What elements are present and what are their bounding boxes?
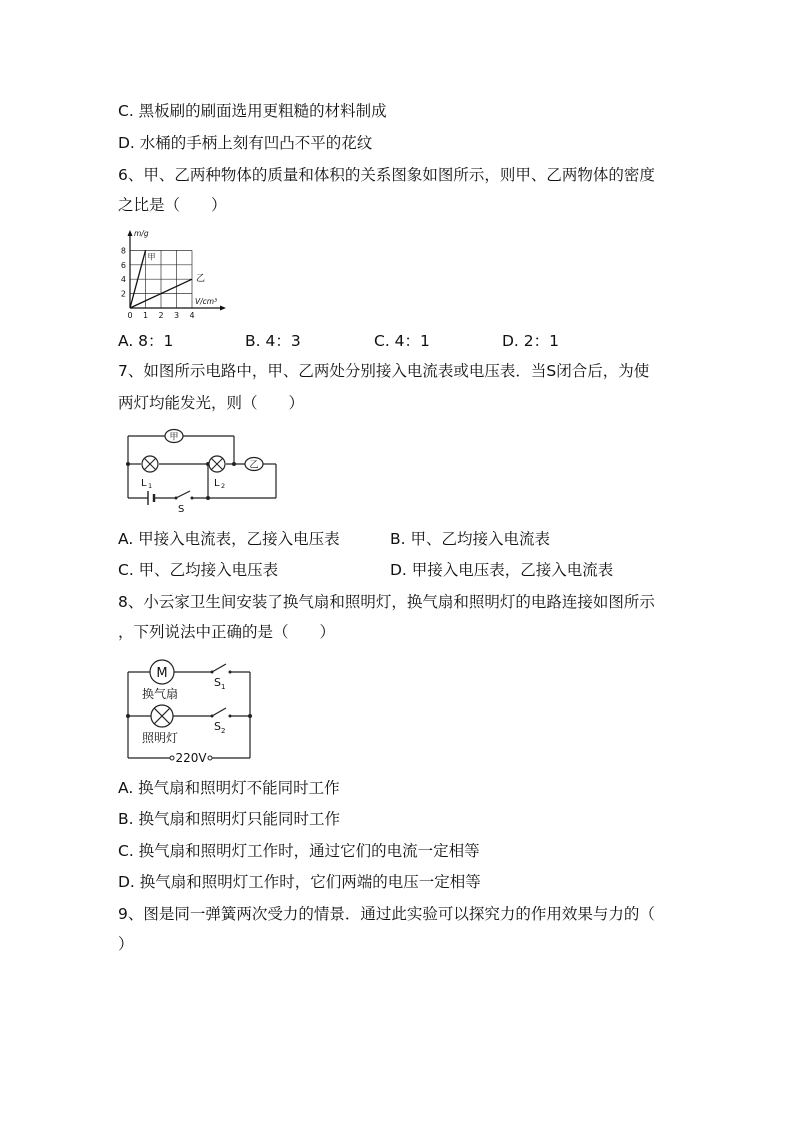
q8-motor-symbol: M: [156, 666, 168, 681]
q8-option-b: B. 换气扇和照明灯只能同时工作: [118, 810, 340, 828]
q7-stem-line2: 两灯均能发光，则（ ）: [118, 394, 305, 412]
q8-lamp-label: 照明灯: [142, 731, 179, 745]
q5-option-d: D. 水桶的手柄上刻有凹凸不平的花纹: [118, 134, 373, 152]
q7-stem-line1: 7、如图所示电路中，甲、乙两处分别接入电流表或电压表．当S闭合后，为使: [118, 362, 650, 380]
q7-option-b: B. 甲、乙均接入电流表: [390, 530, 550, 548]
q9-stem-line1: 9、图是同一弹簧两次受力的情景．通过此实验可以探究力的作用效果与力的（: [118, 905, 655, 923]
q8-stem-line1: 8、小云家卫生间安装了换气扇和照明灯，换气扇和照明灯的电路连接如图所示: [118, 593, 655, 611]
q7-label-jia: 甲: [169, 432, 179, 443]
q8-s2-sub: 2: [221, 727, 226, 735]
y-tick-label: 4: [120, 275, 126, 285]
q8-stem-line2: ，下列说法中正确的是（ ）: [118, 623, 336, 641]
q7-lamp-l1-icon: [142, 456, 158, 472]
x-tick-label: 1: [142, 311, 149, 320]
y-axis-arrow-icon: [128, 230, 133, 236]
y-tick-label: 6: [120, 260, 126, 270]
q7-lamp-l2-icon: [209, 456, 225, 472]
y-axis-label: m/g: [134, 229, 149, 238]
q8-lamp-icon: [151, 705, 173, 727]
q9-stem-line2: ）: [118, 935, 134, 953]
x-tick-label: 0: [127, 311, 133, 320]
y-tick-label: 2: [120, 289, 126, 299]
q8-voltage-label: 220V: [175, 751, 207, 765]
q5-option-c: C. 黑板刷的刷面选用更粗糙的材料制成: [118, 102, 387, 120]
series-label-yi: 乙: [196, 274, 206, 285]
y-tick-label: 8: [120, 246, 126, 256]
q7-label-l1: L: [141, 478, 147, 489]
q7-option-c: C. 甲、乙均接入电压表: [118, 561, 279, 579]
q7-label-yi: 乙: [249, 460, 259, 471]
q6-option-a: A. 8：1: [118, 332, 174, 350]
q6-option-d: D. 2：1: [502, 332, 560, 350]
q6-mass-volume-chart: [112, 226, 230, 322]
q8-circuit-diagram: [122, 654, 258, 766]
q8-s1-sub: 1: [221, 683, 226, 691]
q6-option-b: B. 4：3: [245, 332, 301, 350]
x-axis-arrow-icon: [220, 306, 226, 311]
q8-s2-label: S: [214, 720, 221, 733]
q7-circuit-diagram: [118, 424, 288, 514]
q8-s1-label: S: [214, 676, 221, 689]
q8-fan-label: 换气扇: [142, 687, 179, 701]
q7-option-d: D. 甲接入电压表，乙接入电流表: [390, 561, 614, 579]
q7-label-l2-sub: 2: [221, 482, 226, 490]
q7-label-l1-sub: 1: [148, 482, 153, 490]
x-axis-label: V/cm³: [195, 297, 218, 306]
x-tick-label: 3: [173, 311, 180, 320]
x-tick-label: 4: [189, 311, 195, 320]
x-tick-label: 2: [158, 311, 164, 320]
q8-motor-icon: [150, 660, 174, 684]
q8-option-c: C. 换气扇和照明灯工作时，通过它们的电流一定相等: [118, 842, 480, 860]
q7-option-a: A. 甲接入电流表，乙接入电压表: [118, 530, 340, 548]
q7-label-l2: L: [214, 478, 220, 489]
q7-meter-yi-icon: [245, 458, 263, 471]
q7-label-s: S: [178, 504, 185, 514]
series-label-jia: 甲: [147, 252, 156, 262]
q8-option-d: D. 换气扇和照明灯工作时，它们两端的电压一定相等: [118, 873, 481, 891]
q6-stem-line1: 6、甲、乙两种物体的质量和体积的关系图象如图所示，则甲、乙两物体的密度: [118, 166, 655, 184]
q6-stem-line2: 之比是（ ）: [118, 196, 227, 214]
q7-meter-jia-icon: [165, 430, 183, 443]
q8-option-a: A. 换气扇和照明灯不能同时工作: [118, 779, 340, 797]
q6-option-c: C. 4：1: [374, 332, 430, 350]
